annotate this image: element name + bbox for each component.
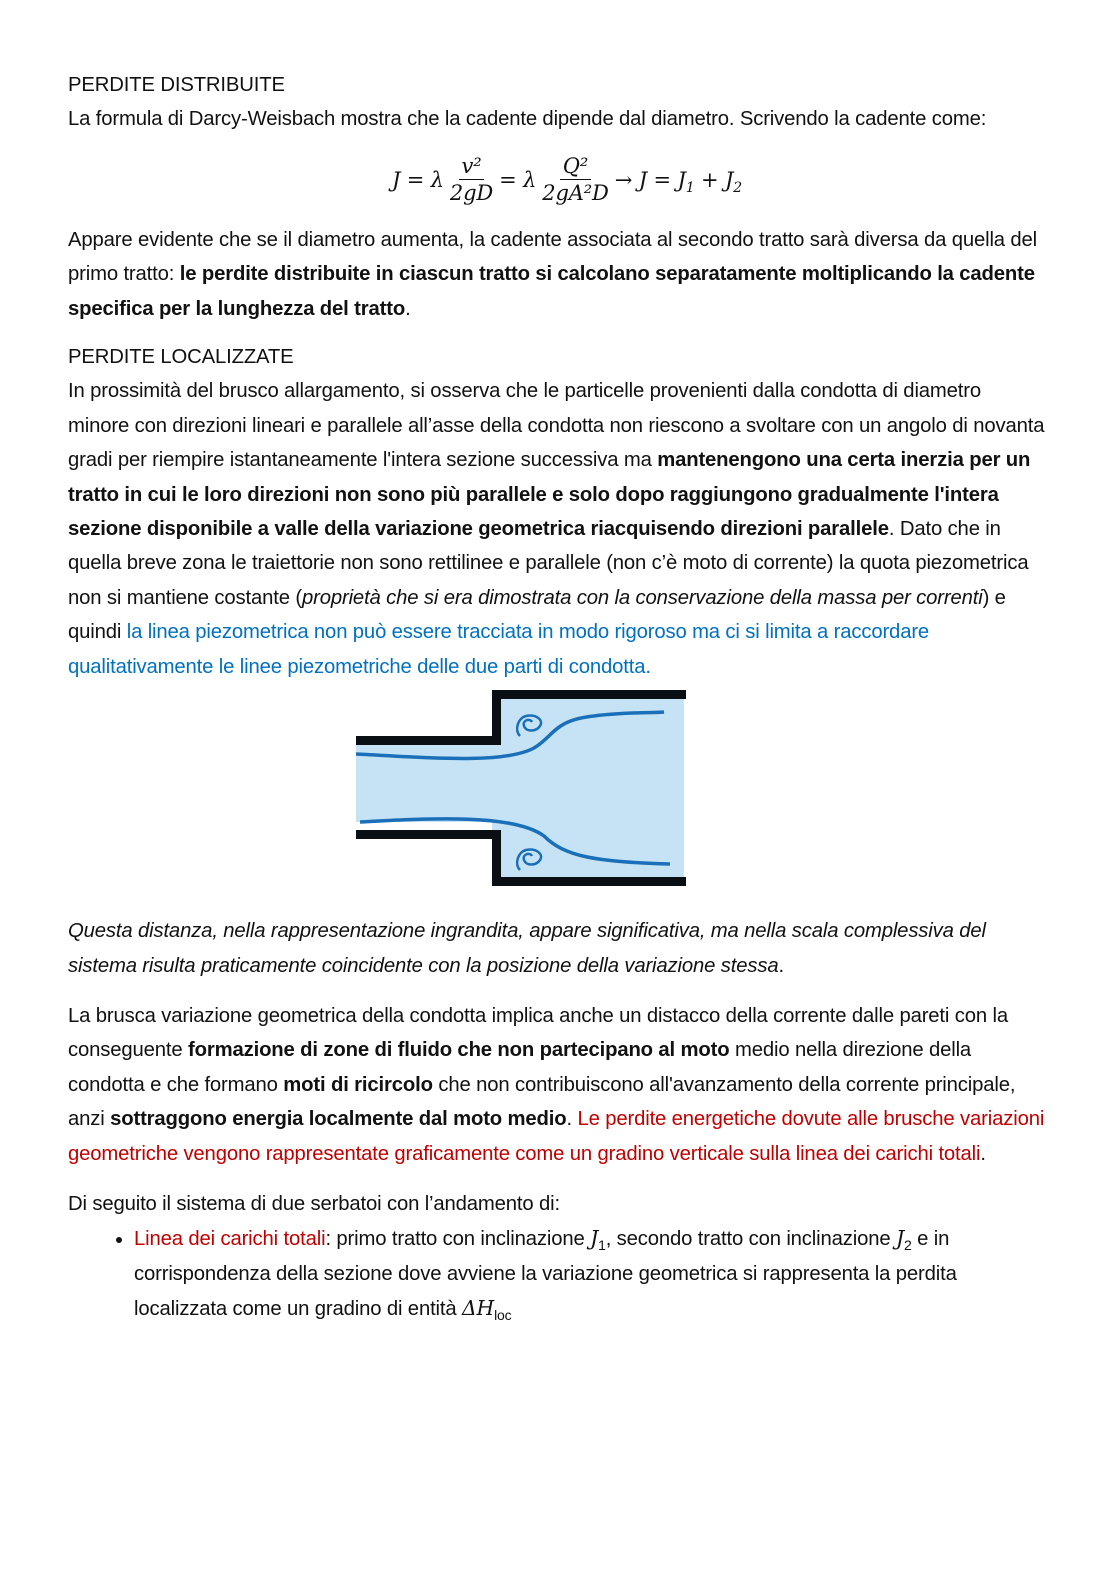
text: In prossimità del brusco allargamento, si osserva che le particelle provenienti dalla condotta di diametro minore con direzioni lineari e parallele all’asse della condotta non riescono a svoltare con un angolo di novanta gradi per riempire istantaneamente l'intera sezione successiva ma [68,380,1045,472]
text: Appare evidente che se il diametro aumenta, la cadente associata al secondo tratto sarà diversa da quella del primo tratto: [68,228,1038,286]
numerator: v² [459,153,485,180]
subscript: 2 [733,179,743,196]
subscript: 1 [685,179,695,196]
bold-text: le perdite distribuite in ciascun tratto si calcolano separatamente moltiplicando la cadente specifica per la lunghezza del tratto [68,263,1035,320]
math-symbol: J [590,1226,599,1251]
text: medio nella direzione della condotta e che formano [68,1039,972,1096]
bold-text: formazione di zone di fluido che non partecipano al moto [188,1039,730,1062]
text: . Dato che in quella breve zona le traiettorie non sono rettilinee e parallele (non c’è moto di corrente) la quota piezometrica non si mantiene costante ( [68,518,1029,609]
bold-text: sottraggono energia localmente dal moto medio [110,1108,567,1131]
text: : primo tratto con inclinazione [325,1228,591,1251]
text: , secondo tratto con inclinazione [605,1228,896,1251]
denominator: 2gA²D [542,181,609,206]
italic-text: proprietà che si era dimostrata con la conservazione della massa per correnti [301,586,983,609]
subscript: 1 [598,1237,606,1254]
text: che non contribuiscono all'avanzamento della corrente principale, anzi [68,1073,1016,1131]
fraction [450,153,493,206]
blue-text: la linea piezometrica non può essere tracciata in modo rigoroso ma ci si limita a raccordare qualitativamente le linee piezometriche delle due parti di condotta. [68,621,930,678]
text: . [778,954,784,977]
red-text: Le perdite energetiche dovute alle brusche variazioni geometriche vengono rappresentate graficamente come un gradino verticale sulla linea dei carichi totali [68,1108,1045,1165]
sudden-expansion-diagram [354,686,688,890]
heading-perdite-distribuite: PERDITE DISTRIBUITE [68,74,285,96]
italic-caption [68,914,1046,983]
darcy-weisbach-formula [68,137,1046,223]
text: e in corrispondenza della sezione dove avviene la variazione geometrica si rappresenta la perdita localizzata come un gradino di entità [134,1228,957,1321]
list-item [134,1221,1046,1326]
bullet-list [68,1221,1046,1326]
bold-text: moti di ricircolo [283,1073,433,1096]
text: La brusca variazione geometrica della condotta implica anche un distacco della corrente dalle pareti con la conseguente [68,1004,1008,1062]
formula-text: → J = J [614,167,686,192]
bold-text: mantenengono una certa inerzia per un tratto in cui le loro direzioni non sono più parallele e solo dopo raggiungono gradualmente l'intera sezione disponibile a valle della variazione geometrica riacquisendo direzioni parallele [68,449,1031,541]
denominator: 2gD [449,181,494,206]
paragraph [68,223,1046,326]
formula-text: + J [694,167,734,192]
math-symbol: ΔH [462,1296,495,1321]
text: . [405,297,411,320]
paragraph: Di seguito il sistema di due serbatoi con l’andamento di: [68,1192,560,1215]
math-symbol: J [896,1226,904,1251]
text: . [566,1108,578,1131]
fraction [542,153,608,206]
text: ) e quindi [68,586,1006,644]
formula-part: = λ [499,167,537,192]
heading-perdite-localizzate: PERDITE LOCALIZZATE [68,346,294,369]
paragraph [68,999,1046,1171]
formula-part: J = λ [391,167,444,192]
narrow-pipe-top-wall [356,736,496,745]
italic-text: Questa distanza, nella rappresentazione ingrandita, appare significativa, ma nella scala complessiva del sistema risulta praticamente coincidente con la posizione della variazione stessa [68,920,986,977]
formula-part [615,163,742,197]
subscript: 2 [903,1237,912,1254]
text: . [980,1142,986,1165]
paragraph: La formula di Darcy-Weisbach mostra che la cadente dipende dal diametro. Scrivendo la cadente come: [68,108,987,131]
numerator: Q² [560,153,591,180]
red-text: Linea dei carichi totali [134,1228,326,1251]
narrow-pipe-bottom-wall [356,830,496,839]
document-page [68,68,1046,1327]
paragraph [68,374,1046,684]
subscript: loc [494,1307,512,1324]
